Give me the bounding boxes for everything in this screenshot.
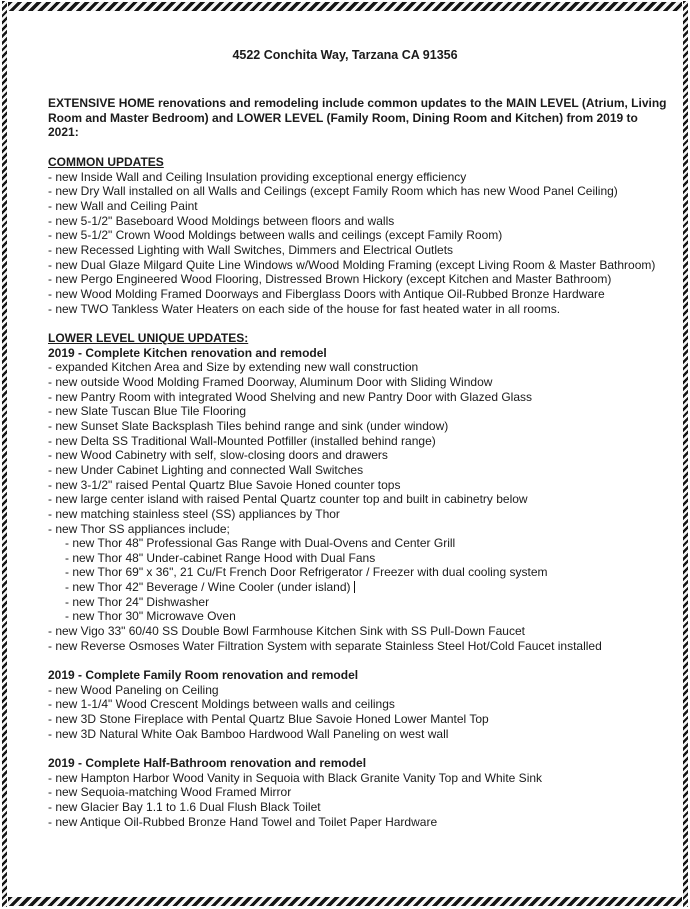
doc-line[interactable]: - new Sunset Slate Backsplash Tiles behind range and sink (under window) [48, 418, 449, 433]
art-border-top [8, 2, 682, 11]
doc-line[interactable]: - new Delta SS Traditional Wall-Mounted Potfiller (installed behind range) [48, 433, 436, 448]
doc-line[interactable]: - new outside Wood Molding Framed Doorway, Aluminum Door with Sliding Window [48, 374, 493, 389]
doc-line[interactable]: - new Dual Glaze Milgard Quite Line Windows w/Wood Molding Framing (except Living Room & Master Bathroom) [48, 257, 656, 272]
doc-line[interactable]: - new 3D Stone Fireplace with Pental Quartz Blue Savoie Honed Lower Mantel Top [48, 712, 489, 727]
doc-subline[interactable]: - new Thor 42" Beverage / Wine Cooler (under island) [48, 580, 680, 595]
doc-subline[interactable]: - new Thor 48" Professional Gas Range with Dual-Ovens and Center Grill [65, 536, 456, 551]
doc-line[interactable]: - new Wood Paneling on Ceiling [48, 682, 219, 697]
section-heading[interactable]: LOWER LEVEL UNIQUE UPDATES: [48, 330, 249, 345]
doc-line[interactable]: - new Recessed Lighting with Wall Switches, Dimmers and Electrical Outlets [48, 243, 454, 258]
doc-line[interactable]: - new Wood Molding Framed Doorways and Fiberglass Doors with Antique Oil-Rubbed Bronze Hardware [48, 287, 605, 302]
doc-line[interactable]: - new Pantry Room with integrated Wood Shelving and new Pantry Door with Glazed Glass [48, 389, 533, 404]
doc-line[interactable]: - new Thor SS appliances include; [48, 521, 230, 536]
doc-line[interactable]: - new Slate Tuscan Blue Tile Flooring [48, 404, 247, 419]
doc-subline[interactable]: - new Thor 30" Microwave Oven [65, 609, 236, 624]
doc-line[interactable]: - new Sequoia-matching Wood Framed Mirror [48, 785, 292, 800]
doc-line[interactable]: - new Dry Wall installed on all Walls and Ceilings (except Family Room which has new Wood Panel Ceiling) [48, 184, 618, 199]
doc-subline[interactable]: - new Thor 24" Dishwasher [65, 594, 210, 609]
title-spacer [0, 63, 690, 96]
doc-blocks[interactable] [48, 155, 680, 829]
doc-line[interactable]: - new Pergo Engineered Wood Flooring, Distressed Brown Hickory (except Kitchen and Master Bathroom) [48, 272, 612, 287]
doc-line[interactable]: - new matching stainless steel (SS) appliances by Thor [48, 506, 340, 521]
subsection-heading[interactable]: 2019 - Complete Kitchen renovation and remodel [48, 345, 327, 360]
blank-line [48, 741, 680, 756]
doc-line[interactable]: - new 3D Natural White Oak Bamboo Hardwood Wall Paneling on west wall [48, 726, 449, 741]
doc-line[interactable]: - new Glacier Bay 1.1 to 1.6 Dual Flush Black Toilet [48, 799, 321, 814]
doc-line[interactable]: - new Vigo 33" 60/40 SS Double Bowl Farmhouse Kitchen Sink with SS Pull-Down Faucet [48, 624, 525, 639]
doc-line[interactable]: - new Hampton Harbor Wood Vanity in Sequoia with Black Granite Vanity Top and White Sink [48, 770, 543, 785]
doc-subline[interactable]: - new Thor 69" x 36", 21 Cu/Ft French Door Refrigerator / Freezer with dual cooling system [65, 565, 548, 580]
blank-line [48, 316, 680, 331]
art-border-bottom [8, 897, 682, 906]
section-heading[interactable]: COMMON UPDATES [48, 155, 164, 170]
doc-line[interactable]: - new 5-1/2" Baseboard Wood Moldings between floors and walls [48, 213, 395, 228]
doc-line[interactable]: - new Wall and Ceiling Paint [48, 199, 198, 214]
text-cursor [354, 581, 356, 593]
blank-line [48, 653, 680, 668]
document-body[interactable] [0, 48, 690, 829]
doc-line[interactable]: - new Antique Oil-Rubbed Bronze Hand Towel and Toilet Paper Hardware [48, 814, 438, 829]
page-title[interactable]: 4522 Conchita Way, Tarzana CA 91356 [232, 48, 458, 62]
doc-line[interactable]: - expanded Kitchen Area and Size by extending new wall construction [48, 360, 419, 375]
paragraph-spacer [0, 140, 690, 155]
doc-line[interactable]: - new Wood Cabinetry with self, slow-closing doors and drawers [48, 448, 388, 463]
doc-line[interactable]: - new 1-1/4" Wood Crescent Moldings between walls and ceilings [48, 697, 395, 712]
doc-subline[interactable]: - new Thor 48" Under-cabinet Range Hood with Dual Fans [65, 550, 376, 565]
doc-line[interactable]: - new Under Cabinet Lighting and connected Wall Switches [48, 462, 364, 477]
doc-line[interactable]: - new Reverse Osmoses Water Filtration System with separate Stainless Steel Hot/Cold Faucet installed [48, 638, 602, 653]
doc-line[interactable]: - new large center island with raised Pental Quartz counter top and built in cabinetry below [48, 492, 528, 507]
subsection-heading[interactable]: 2019 - Complete Family Room renovation and remodel [48, 668, 359, 683]
doc-line[interactable]: - new Inside Wall and Ceiling Insulation providing exceptional energy efficiency [48, 169, 467, 184]
doc-line[interactable]: - new 3-1/2" raised Pental Quartz Blue Savoie Honed counter tops [48, 477, 401, 492]
intro-paragraph[interactable]: EXTENSIVE HOME renovations and remodeling include common updates to the MAIN LEVEL (Atrium, Living Room and Master Bedroom) and LOWER LEVEL (Family Room, Dining Room and Kitchen) from 2019 to 2021: [48, 96, 667, 140]
subsection-heading[interactable]: 2019 - Complete Half-Bathroom renovation and remodel [48, 756, 367, 771]
doc-line[interactable]: - new 5-1/2" Crown Wood Moldings between walls and ceilings (except Family Room) [48, 228, 503, 243]
doc-line[interactable]: - new TWO Tankless Water Heaters on each side of the house for fast heated water in all rooms. [48, 301, 561, 316]
